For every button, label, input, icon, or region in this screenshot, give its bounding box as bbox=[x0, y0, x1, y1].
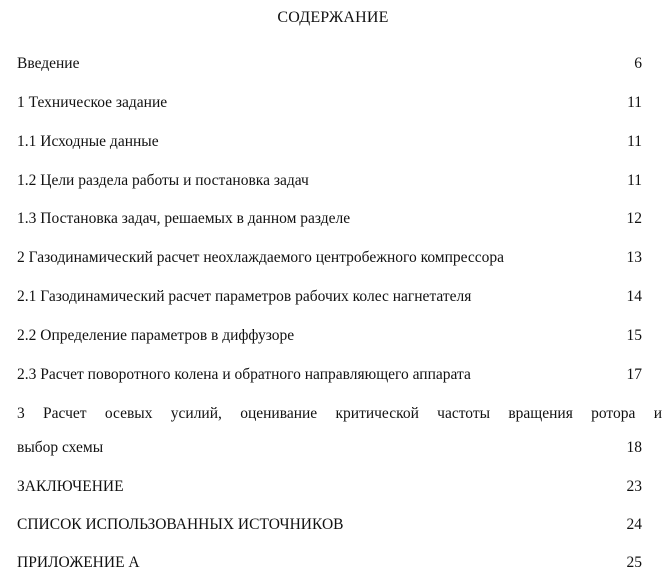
toc-entry-label: 2.1 Газодинамический расчет параметров рабочих колес нагнетателя bbox=[17, 288, 472, 305]
toc-entry-page: 11 bbox=[627, 94, 642, 111]
toc-entry-label: ЗАКЛЮЧЕНИЕ bbox=[17, 478, 124, 495]
toc-entry-page: 6 bbox=[634, 55, 642, 72]
toc-entry-page: 25 bbox=[626, 554, 642, 571]
toc-entry bbox=[17, 131, 642, 153]
toc-entry bbox=[17, 170, 642, 192]
toc-entry-label: 2.3 Расчет поворотного колена и обратного направляющего аппарата bbox=[17, 366, 471, 383]
toc-entry bbox=[17, 247, 642, 269]
toc-entry-label: СПИСОК ИСПОЛЬЗОВАННЫХ ИСТОЧНИКОВ bbox=[17, 516, 344, 533]
toc-entry-label-continued: выбор схемы bbox=[17, 439, 104, 456]
toc-entry-page: 12 bbox=[626, 210, 642, 227]
toc-entry bbox=[17, 92, 642, 114]
toc-entry bbox=[17, 53, 642, 75]
toc-entry bbox=[17, 286, 642, 308]
toc-entry-continuation bbox=[17, 437, 642, 459]
toc-entry-label: 1.2 Цели раздела работы и постановка задач bbox=[17, 172, 309, 189]
toc-entry-label: 2.2 Определение параметров в диффузоре bbox=[17, 327, 295, 344]
toc-entry-page: 18 bbox=[626, 439, 642, 456]
toc-entry bbox=[17, 476, 642, 498]
toc-entry bbox=[17, 514, 642, 536]
toc-entry-label: ПРИЛОЖЕНИЕ А bbox=[17, 554, 140, 571]
toc-entry-label: 1.1 Исходные данные bbox=[17, 133, 159, 150]
toc-entry-page: 14 bbox=[626, 288, 642, 305]
toc-entry-page: 23 bbox=[626, 478, 642, 495]
toc-entry-page: 15 bbox=[626, 327, 642, 344]
toc-entry-page: 11 bbox=[627, 172, 642, 189]
toc-entry-page: 13 bbox=[626, 249, 642, 266]
toc-entry-page: 11 bbox=[627, 133, 642, 150]
toc-entry-label: 1 Техническое задание bbox=[17, 94, 168, 111]
toc-entry-label: 3 Расчет осевых усилий, оценивание критической частоты вращения ротора и bbox=[17, 405, 662, 422]
toc-entry bbox=[17, 403, 662, 425]
toc-title: СОДЕРЖАНИЕ bbox=[277, 9, 389, 26]
toc-entry bbox=[17, 325, 642, 347]
toc-entry-page: 24 bbox=[626, 516, 642, 533]
toc-entry-label: 2 Газодинамический расчет неохлаждаемого центробежного компрессора bbox=[17, 249, 505, 266]
toc-entry-label: Введение bbox=[17, 55, 80, 72]
toc-entry-label: 1.3 Постановка задач, решаемых в данном разделе bbox=[17, 210, 351, 227]
toc-entry bbox=[17, 364, 642, 386]
toc-entry bbox=[17, 208, 642, 230]
toc-entry bbox=[17, 552, 642, 574]
toc-entry-page: 17 bbox=[626, 366, 642, 383]
